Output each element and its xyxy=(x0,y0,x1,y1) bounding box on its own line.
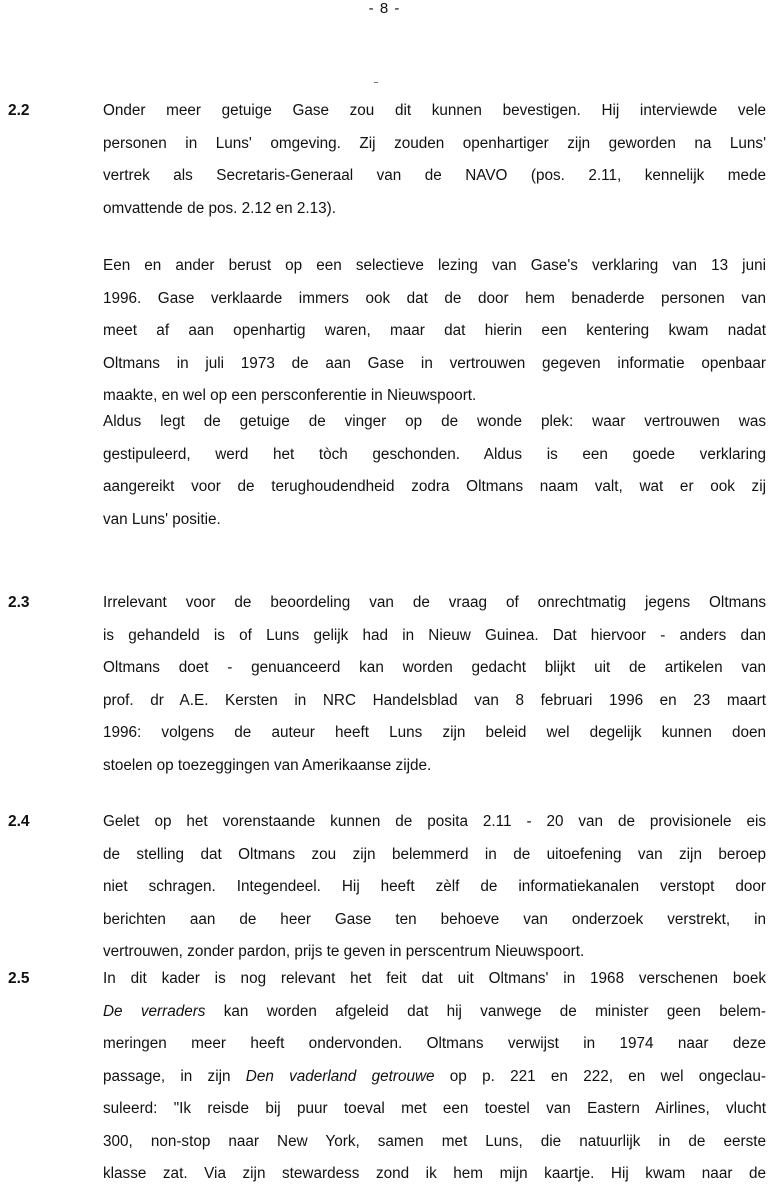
text-line: 300, non-stop naar New York, samen met Luns, die natuurlijk in de eerste xyxy=(103,1132,766,1150)
text-line: Een en ander berust op een selectieve lezing van Gase's verklaring van 13 juni xyxy=(103,257,766,274)
section-number: 2.3 xyxy=(8,594,30,611)
paragraph xyxy=(103,250,766,413)
book-title: De verraders xyxy=(103,1002,206,1020)
text-line: maakte, en wel op een persconferentie in Nieuwspoort. xyxy=(103,387,477,404)
text-line: omvattende de pos. 2.12 en 2.13). xyxy=(103,199,337,217)
paragraph xyxy=(103,406,766,536)
text-line: 1996: volgens de auteur heeft Luns zijn beleid wel degelijk kunnen doen xyxy=(103,724,766,741)
text-line: is gehandeld is of Luns gelijk had in Nieuw Guinea. Dat hiervoor - anders dan xyxy=(103,626,766,644)
paragraph xyxy=(103,806,766,969)
text-line: Onder meer getuige Gase zou dit kunnen bevestigen. Hij interviewde vele xyxy=(103,102,766,119)
text-line: de stelling dat Oltmans zou zijn belemmerd in de uitoefening van zijn beroep xyxy=(103,845,766,863)
text-line: De verraders kan worden afgeleid dat hij vanwege de minister geen belem- xyxy=(103,1002,766,1020)
text-line: gestipuleerd, werd het tòch geschonden. Aldus is een goede verklaring xyxy=(103,445,766,463)
text-line: stoelen op toezeggingen van Amerikaanse zijde. xyxy=(103,756,432,774)
text-line: meringen meer heeft ondervonden. Oltmans verwijst in 1974 naar deze xyxy=(103,1035,766,1052)
paragraph xyxy=(103,95,766,225)
text-line: Gelet op het vorenstaande kunnen de posita 2.11 - 20 van de provisionele eis xyxy=(103,813,766,830)
paragraph xyxy=(103,587,766,782)
text-line: klasse zat. Via zijn stewardess zond ik hem mijn kaartje. Hij kwam naar de xyxy=(103,1165,766,1182)
text-line: van Luns' positie. xyxy=(103,510,221,528)
text-line: aangereikt voor de terughoudendheid zodra Oltmans naam valt, wat er ook zij xyxy=(103,478,766,495)
text-line: In dit kader is nog relevant het feit dat uit Oltmans' in 1968 verschenen boek xyxy=(103,970,766,987)
text-line: 1996. Gase verklaarde immers ook dat de door hem benaderde personen van xyxy=(103,289,766,307)
paragraph xyxy=(103,963,766,1191)
text-line: Irrelevant voor de beoordeling van de vraag of onrechtmatig jegens Oltmans xyxy=(103,594,766,611)
section-number: 2.5 xyxy=(8,970,30,987)
text-line: Aldus legt de getuige de vinger op de wonde plek: waar vertrouwen was xyxy=(103,413,766,430)
text-line: vertrek als Secretaris-Generaal van de NAVO (pos. 2.11, kennelijk mede xyxy=(103,167,766,184)
text-line: niet schragen. Integendeel. Hij heeft zèlf de informatiekanalen verstopt door xyxy=(103,878,766,895)
text-line: meet af aan openhartig waren, maar dat hierin een kentering kwam nadat xyxy=(103,322,766,339)
text-line: passage, in zijn Den vaderland getrouwe op p. 221 en 222, en wel ongeclau- xyxy=(103,1067,766,1085)
text-line: prof. dr A.E. Kersten in NRC Handelsblad van 8 februari 1996 en 23 maart xyxy=(103,691,766,709)
text-line: personen in Luns' omgeving. Zij zouden openhartiger zijn geworden na Luns' xyxy=(103,134,766,152)
text-line: Oltmans doet - genuanceerd kan worden gedacht blijkt uit de artikelen van xyxy=(103,659,766,676)
text-line: vertrouwen, zonder pardon, prijs te geven in perscentrum Nieuwspoort. xyxy=(103,943,585,960)
text-line: suleerd: "Ik reisde bij puur toeval met een toestel van Eastern Airlines, vlucht xyxy=(103,1100,766,1117)
page-number: - 8 - xyxy=(368,0,401,17)
book-title: Den vaderland getrouwe xyxy=(245,1067,435,1085)
text-line: Oltmans in juli 1973 de aan Gase in vertrouwen gegeven informatie openbaar xyxy=(103,354,766,372)
section-number: 2.4 xyxy=(8,813,30,830)
text-line: berichten aan de heer Gase ten behoeve van onderzoek verstrekt, in xyxy=(103,910,766,928)
section-number: 2.2 xyxy=(8,102,30,119)
scan-speck xyxy=(374,82,378,83)
